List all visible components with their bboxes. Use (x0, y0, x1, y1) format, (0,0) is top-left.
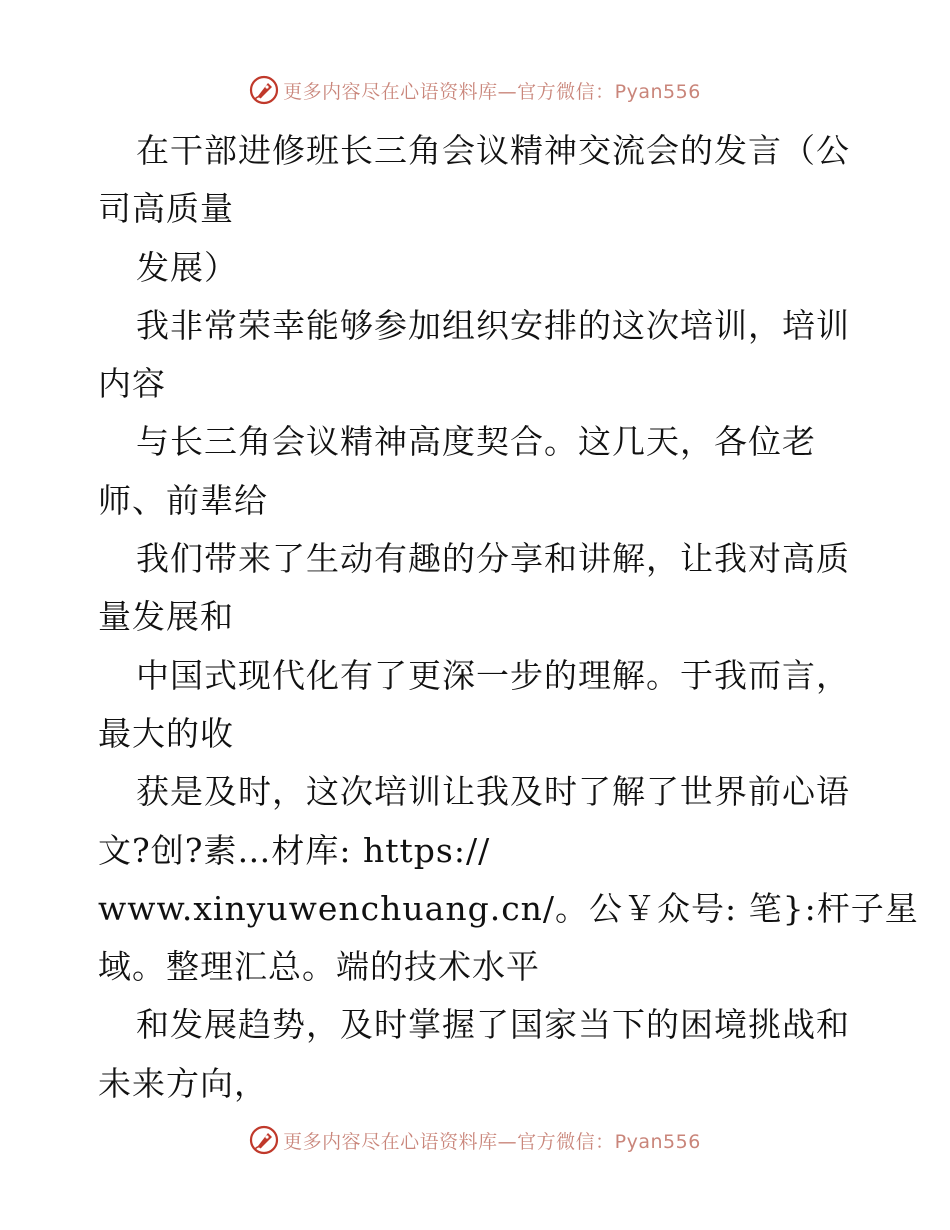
text-line: 在干部进修班长三角会议精神交流会的发言（公 (136, 131, 850, 170)
text-line: 和发展趋势，及时掌握了国家当下的困境挑战和 (136, 1005, 850, 1045)
text-line: 内容 (98, 364, 166, 404)
text-line: 与长三角会议精神高度契合。这几天，各位老 (136, 422, 816, 462)
footer-watermark-text: 更多内容尽在心语资料库—官方微信：Pyan556 (283, 1130, 701, 1153)
pen-nib-logo-icon (249, 75, 279, 105)
header-watermark-text: 更多内容尽在心语资料库—官方微信：Pyan556 (283, 80, 701, 103)
header-watermark-banner (0, 70, 950, 110)
text-line: 获是及时，这次培训让我及时了解了世界前心语 (136, 772, 850, 812)
document-body (98, 122, 919, 1113)
text-line: 域。整理汇总。端的技术水平 (98, 947, 540, 987)
text-line: 量发展和 (98, 597, 234, 637)
text-line: www.xinyuwenchuang.cn/。公￥众号: 笔}:杆子星 (98, 888, 919, 928)
footer-watermark-banner (0, 1120, 950, 1160)
text-line: 司高质量 (98, 189, 234, 229)
text-line: 中国式现代化有了更深一步的理解。于我而言， (136, 655, 850, 695)
text-line: 最大的收 (98, 713, 234, 753)
text-line: 我非常荣幸能够参加组织安排的这次培训，培训 (136, 305, 850, 345)
text-line: 师、前辈给 (98, 480, 268, 520)
pen-nib-logo-icon (249, 1125, 279, 1155)
text-line: 我们带来了生动有趣的分享和讲解，让我对高质 (136, 539, 850, 579)
text-line: 发展） (136, 247, 238, 287)
text-line: 未来方向， (98, 1063, 268, 1103)
text-line: 文?创?素…材库: https:// (98, 830, 491, 870)
